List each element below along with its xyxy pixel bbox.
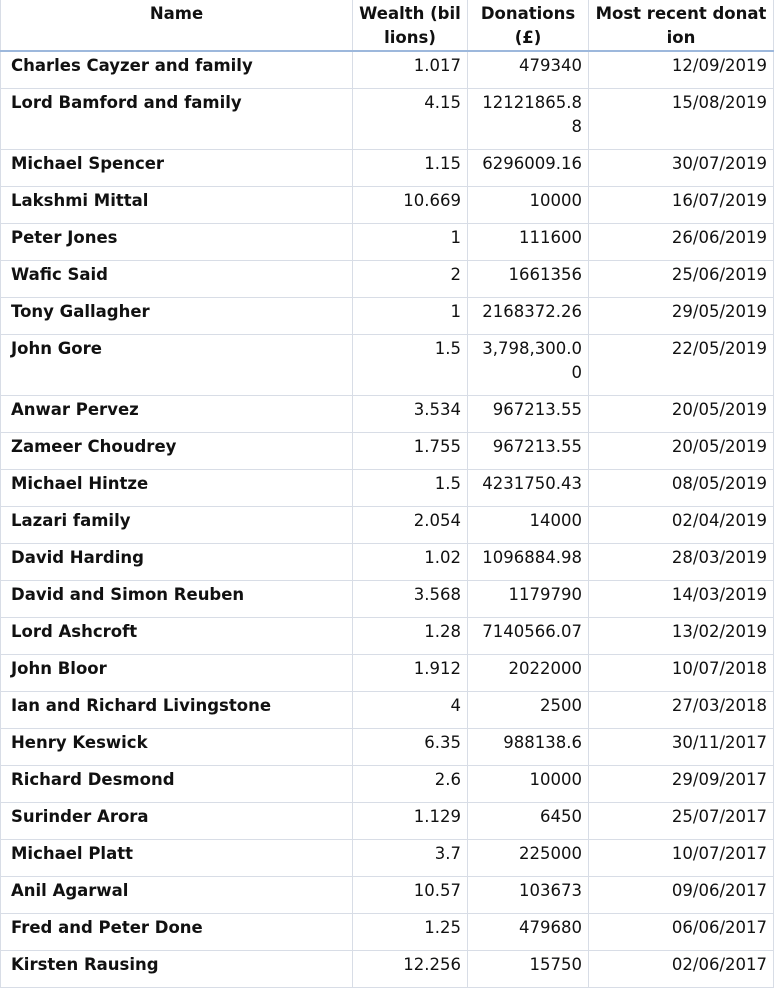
table-row (1, 261, 774, 298)
table-row (1, 618, 774, 655)
cell-most-recent-donation: 08/05/2019 (589, 470, 774, 507)
cell-name: Lord Ashcroft (1, 618, 353, 655)
cell-wealth: 2 (353, 261, 468, 298)
cell-donations: 967213.55 (468, 433, 589, 470)
cell-name: Henry Keswick (1, 729, 353, 766)
cell-wealth: 3.534 (353, 396, 468, 433)
cell-wealth: 4 (353, 692, 468, 729)
cell-donations: 6296009.16 (468, 150, 589, 187)
cell-name: Michael Hintze (1, 470, 353, 507)
cell-most-recent-donation: 02/04/2019 (589, 507, 774, 544)
cell-wealth: 3.568 (353, 581, 468, 618)
cell-donations: 1179790 (468, 581, 589, 618)
cell-donations: 10000 (468, 766, 589, 803)
cell-wealth: 2.6 (353, 766, 468, 803)
cell-donations: 111600 (468, 224, 589, 261)
table-row (1, 470, 774, 507)
cell-donations: 2022000 (468, 655, 589, 692)
cell-name: John Bloor (1, 655, 353, 692)
cell-name: Zameer Choudrey (1, 433, 353, 470)
table-row (1, 89, 774, 150)
cell-most-recent-donation: 16/07/2019 (589, 187, 774, 224)
cell-name: David Harding (1, 544, 353, 581)
cell-name: Richard Desmond (1, 766, 353, 803)
cell-most-recent-donation: 09/06/2017 (589, 877, 774, 914)
cell-wealth: 1.5 (353, 470, 468, 507)
cell-most-recent-donation: 26/06/2019 (589, 224, 774, 261)
cell-most-recent-donation: 27/03/2018 (589, 692, 774, 729)
table-row (1, 951, 774, 988)
cell-wealth: 3.7 (353, 840, 468, 877)
cell-most-recent-donation: 10/07/2017 (589, 840, 774, 877)
cell-most-recent-donation: 29/09/2017 (589, 766, 774, 803)
cell-most-recent-donation: 25/06/2019 (589, 261, 774, 298)
cell-name: Tony Gallagher (1, 298, 353, 335)
cell-wealth: 1.755 (353, 433, 468, 470)
cell-wealth: 1.017 (353, 51, 468, 89)
header-most-recent-donation: Most recent donation (589, 0, 774, 51)
cell-donations: 7140566.07 (468, 618, 589, 655)
cell-donations: 14000 (468, 507, 589, 544)
cell-name: Anil Agarwal (1, 877, 353, 914)
cell-wealth: 1.25 (353, 914, 468, 951)
cell-most-recent-donation: 20/05/2019 (589, 433, 774, 470)
cell-most-recent-donation: 14/03/2019 (589, 581, 774, 618)
table-row (1, 224, 774, 261)
cell-donations: 15750 (468, 951, 589, 988)
table-row (1, 803, 774, 840)
table-row (1, 150, 774, 187)
cell-most-recent-donation: 25/07/2017 (589, 803, 774, 840)
cell-donations: 2168372.26 (468, 298, 589, 335)
cell-most-recent-donation: 22/05/2019 (589, 335, 774, 396)
cell-donations: 12121865.88 (468, 89, 589, 150)
table-row (1, 298, 774, 335)
table-row (1, 766, 774, 803)
cell-wealth: 1.15 (353, 150, 468, 187)
cell-wealth: 1.5 (353, 335, 468, 396)
cell-wealth: 1.912 (353, 655, 468, 692)
cell-donations: 225000 (468, 840, 589, 877)
cell-wealth: 2.054 (353, 507, 468, 544)
cell-wealth: 12.256 (353, 951, 468, 988)
cell-donations: 103673 (468, 877, 589, 914)
table-row (1, 187, 774, 224)
cell-name: Michael Spencer (1, 150, 353, 187)
cell-most-recent-donation: 15/08/2019 (589, 89, 774, 150)
table-row (1, 692, 774, 729)
cell-name: Fred and Peter Done (1, 914, 353, 951)
cell-wealth: 6.35 (353, 729, 468, 766)
table-row (1, 396, 774, 433)
cell-name: Surinder Arora (1, 803, 353, 840)
table-row (1, 544, 774, 581)
table-row (1, 914, 774, 951)
cell-most-recent-donation: 10/07/2018 (589, 655, 774, 692)
cell-wealth: 10.669 (353, 187, 468, 224)
cell-donations: 10000 (468, 187, 589, 224)
cell-wealth: 1 (353, 224, 468, 261)
cell-most-recent-donation: 13/02/2019 (589, 618, 774, 655)
cell-most-recent-donation: 20/05/2019 (589, 396, 774, 433)
table-row (1, 655, 774, 692)
table-row (1, 335, 774, 396)
table-row (1, 433, 774, 470)
cell-name: Lakshmi Mittal (1, 187, 353, 224)
cell-name: David and Simon Reuben (1, 581, 353, 618)
table-row (1, 581, 774, 618)
cell-donations: 3,798,300.00 (468, 335, 589, 396)
cell-donations: 479340 (468, 51, 589, 89)
header-donations: Donations (£) (468, 0, 589, 51)
cell-wealth: 10.57 (353, 877, 468, 914)
cell-wealth: 1.28 (353, 618, 468, 655)
cell-wealth: 4.15 (353, 89, 468, 150)
cell-name: Wafic Said (1, 261, 353, 298)
cell-donations: 967213.55 (468, 396, 589, 433)
cell-name: Ian and Richard Livingstone (1, 692, 353, 729)
cell-donations: 1096884.98 (468, 544, 589, 581)
table-body (1, 51, 774, 988)
cell-donations: 2500 (468, 692, 589, 729)
cell-most-recent-donation: 30/11/2017 (589, 729, 774, 766)
cell-name: Anwar Pervez (1, 396, 353, 433)
table-row (1, 507, 774, 544)
cell-most-recent-donation: 28/03/2019 (589, 544, 774, 581)
table-row (1, 729, 774, 766)
header-wealth: Wealth (billions) (353, 0, 468, 51)
cell-name: Charles Cayzer and family (1, 51, 353, 89)
cell-donations: 4231750.43 (468, 470, 589, 507)
cell-most-recent-donation: 06/06/2017 (589, 914, 774, 951)
cell-most-recent-donation: 12/09/2019 (589, 51, 774, 89)
cell-wealth: 1 (353, 298, 468, 335)
header-row (1, 0, 774, 51)
cell-most-recent-donation: 02/06/2017 (589, 951, 774, 988)
cell-donations: 479680 (468, 914, 589, 951)
cell-name: Michael Platt (1, 840, 353, 877)
cell-name: Kirsten Rausing (1, 951, 353, 988)
cell-name: John Gore (1, 335, 353, 396)
cell-wealth: 1.129 (353, 803, 468, 840)
header-name: Name (1, 0, 353, 51)
cell-most-recent-donation: 29/05/2019 (589, 298, 774, 335)
cell-donations: 1661356 (468, 261, 589, 298)
cell-donations: 988138.6 (468, 729, 589, 766)
table-row (1, 51, 774, 89)
table-header (1, 0, 774, 51)
cell-wealth: 1.02 (353, 544, 468, 581)
cell-name: Peter Jones (1, 224, 353, 261)
table-row (1, 877, 774, 914)
cell-name: Lazari family (1, 507, 353, 544)
cell-most-recent-donation: 30/07/2019 (589, 150, 774, 187)
cell-name: Lord Bamford and family (1, 89, 353, 150)
table-row (1, 840, 774, 877)
cell-donations: 6450 (468, 803, 589, 840)
